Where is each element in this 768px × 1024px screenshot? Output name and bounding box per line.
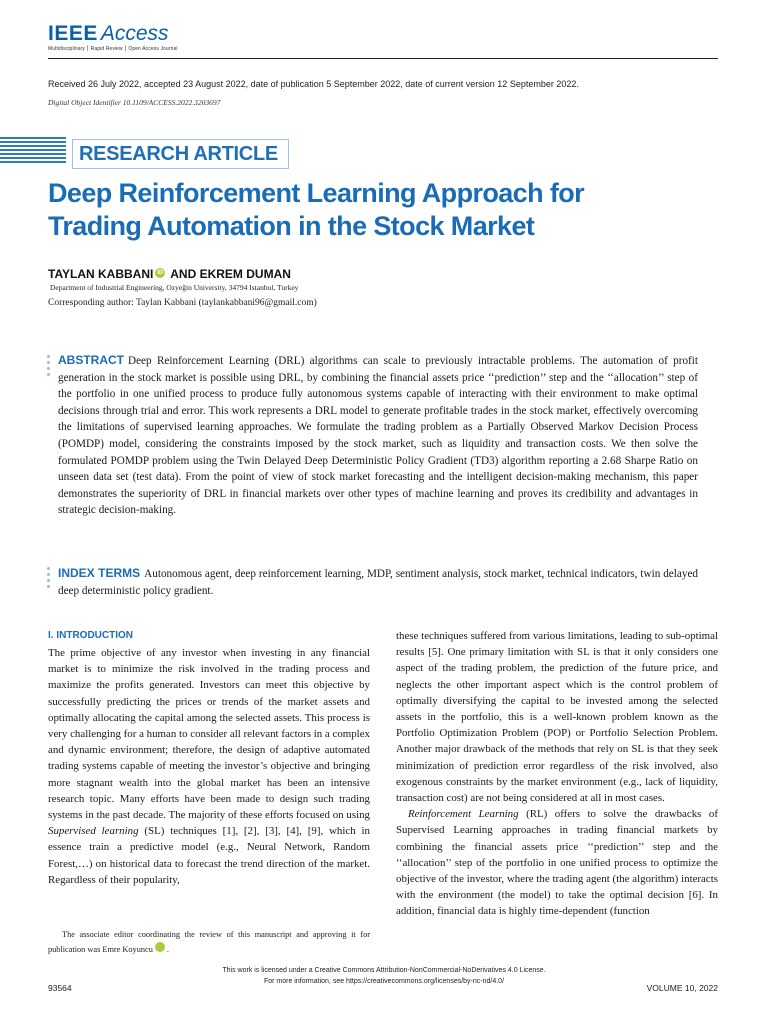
license-line-1: This work is licensed under a Creative Commons Attribution-NonCommercial-NoDerivatives 4.0 License. <box>222 967 546 974</box>
author-join: AND EKREM DUMAN <box>170 267 291 281</box>
paper-title <box>48 177 648 243</box>
banner-stripes <box>0 137 66 167</box>
doi-line: Digital Object Identifier 10.1109/ACCESS.2022.3203697 <box>48 98 221 107</box>
abstract-text: Deep Reinforcement Learning (DRL) algorithms can scale to previously intractable problems. The automation of profit generation in the stock market is possible using DRL, by combining the financial assets price ‘‘prediction’’ step and the ‘‘allocation’’ step of the portfolio in one unified process to produce fully autonomous systems capable of interacting with their environment to make optimal decisions through trial and error. This work represents a DRL model to generate profitable trades in the stock market, effectively overcoming the limitations of supervised learning approaches. We formulate the trading problem as a Partially Observed Markov Decision Process (POMDP) model, considering the constraints imposed by the stock market, such as liquidity and transaction costs. We then solve the formulated POMDP problem using the Twin Delayed Deep Deterministic Policy Gradient (TD3) algorithm reporting a 2.68 Sharpe Ratio on unseen data set (test data). From the point of view of stock market forecasting and the intelligent decision-making mechanism, this paper demonstrates the superiority of DRL in financial markets over other types of machine learning and proves its credibility and advantages in strategic decision-making. <box>58 355 698 517</box>
corresponding-author: Corresponding author: Taylan Kabbani (taylankabbani96@gmail.com) <box>48 298 317 308</box>
section-heading: I. INTRODUCTION <box>48 630 133 641</box>
emphasis: Supervised learning <box>48 825 139 838</box>
header-rule <box>48 58 718 59</box>
footnote <box>48 928 370 957</box>
emphasis: Reinforcement Learning <box>408 808 519 821</box>
text-run: (RL) offers to solve the drawbacks of Supervised Learning approaches in trading financial markets by combining the financial assets price ‘‘prediction’’ step and the ‘‘allocation’’ step of the portfolio in one unified process to optimize the objective of the investor, where the trading agent (the algorithm) interacts with the environment (the model) to take the optimal decision [6]. In addition, financial data is highly time-dependent (function <box>396 808 718 918</box>
journal-logo <box>48 22 178 54</box>
orcid-icon[interactable]: iD <box>155 942 165 952</box>
index-terms-label: INDEX TERMS <box>58 566 141 580</box>
orcid-icon[interactable]: iD <box>157 270 164 276</box>
index-terms-dots-icon <box>47 567 52 591</box>
page-number: 93564 <box>48 983 72 993</box>
text-run: (SL) techniques [1], [2], [3], [4], [9], which in essence train a predictive model (e.g., Neural Network, Random Forest,…) on historical data to forecast the trend direction of the market. Regardless of their popularity, <box>48 825 370 886</box>
index-terms-text: Autonomous agent, deep reinforcement learning, MDP, sentiment analysis, stock market, technical indicators, twin delayed deep deterministic policy gradient. <box>58 568 699 597</box>
abstract-dots-icon <box>47 355 52 379</box>
logo-tagline: Multidisciplinary ⎮ Rapid Review ⎮ Open Access Journal <box>48 46 178 52</box>
received-dates: Received 26 July 2022, accepted 23 August 2022, date of publication 5 September 2022, date of current version 12 September 2022. <box>48 79 579 89</box>
abstract <box>58 352 698 519</box>
text-run: The prime objective of any investor when investing in any financial market is to minimize the risk involved in the trading process and maximize the profits generated. Investors can meet this objective by successfully predicting the prices or trends of the market assets and optimally allocating the capital among the selected assets. This process is very challenging for a human to consider all relevant factors in a complex and dynamic environment; therefore, the design of adaptive automated trading systems capable of meeting the investor’s objective and bringing more stagnant wealth into the global market has been an intensive research topic. Many efforts have been made to design such trading systems in the past decade. The majority of these efforts focused on using <box>48 647 370 822</box>
author-list <box>48 267 291 281</box>
paragraph <box>396 806 718 919</box>
volume-label: VOLUME 10, 2022 <box>646 983 718 993</box>
logo-ieee: IEEE <box>48 22 98 45</box>
author-name: TAYLAN KABBANI <box>48 267 154 281</box>
title-line-1: Deep Reinforcement Learning Approach for <box>48 178 585 208</box>
right-column <box>396 628 718 920</box>
paragraph <box>48 645 370 888</box>
article-type-label: RESEARCH ARTICLE <box>79 143 278 165</box>
title-line-2: Trading Automation in the Stock Market <box>48 211 535 241</box>
left-column <box>48 645 370 888</box>
logo-access: Access <box>100 22 169 45</box>
index-terms <box>58 565 698 599</box>
footnote-text: The associate editor coordinating the review of this manuscript and approving it for publication was Emre Koyuncu <box>48 930 370 954</box>
abstract-label: ABSTRACT <box>58 353 124 367</box>
paragraph: these techniques suffered from various limitations, leading to sub-optimal results [5]. One primary limitation with SL is that it only considers one aspect of the trading problem, the prediction of the future price, and neglects the other important aspect which is the control problem of optimally diversifying the capital to be invested among the selected assets in the portfolio, this is a well-known problem known as the Portfolio Optimization Problem (POP) or Portfolio Selection Problem. Another major drawback of the methods that rely on SL is that they seek minimization of prediction error regardless of the risk involved, also exogenous constraints by the market environment (e.g., lack of liquidity, transaction cost) are not being considered at all in most cases. <box>396 630 718 805</box>
license-line-2[interactable]: For more information, see https://creativecommons.org/licenses/by-nc-nd/4.0/ <box>263 978 505 985</box>
footnote-end: . <box>166 945 169 954</box>
article-type-banner <box>72 139 289 169</box>
affiliation: Department of Industrial Engineering, Ozyeğin University, 34794 Istanbul, Turkey <box>50 283 299 292</box>
